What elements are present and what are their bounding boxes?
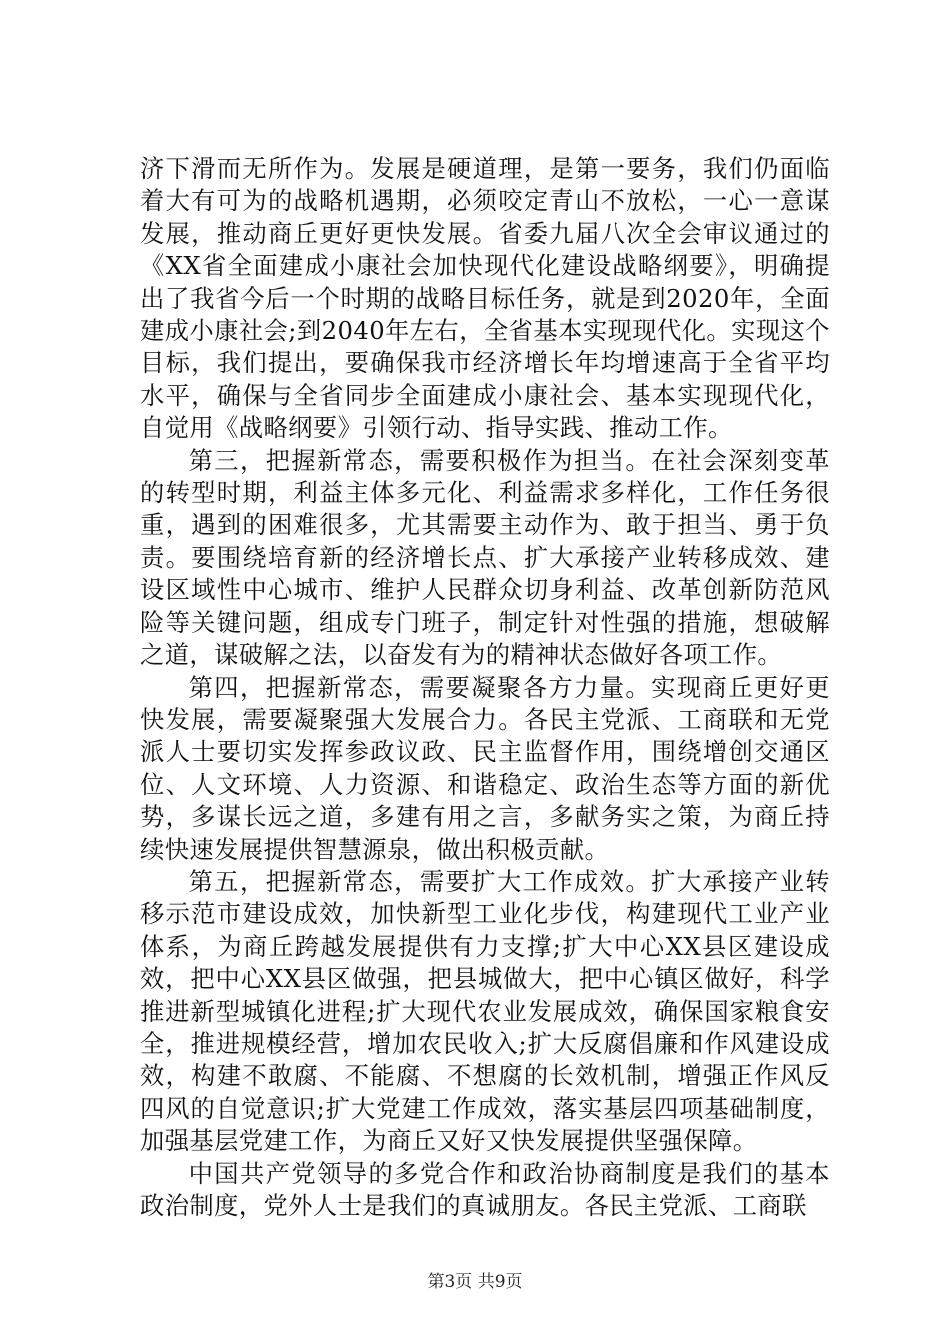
document-body (140, 153, 830, 1222)
paragraph-fifth-point: 第五，把握新常态，需要扩大工作成效。扩大承接产业转移示范市建设成效，加快新型工业化步伐，构建现代工业产业体系，为商丘跨越发展提供有力支撑;扩大中心XX县区建设成效，把中心XX县区做强，把县城做大，把中心镇区做好，科学推进新型城镇化进程;扩大现代农业发展成效，确保国家粮食安全，推进规模经营，增加农民收入;扩大反腐倡廉和作风建设成效，构建不敢腐、不能腐、不想腐的长效机制，增强正作风反四风的自觉意识;扩大党建工作成效，落实基层四项基础制度，加强基层党建工作，为商丘又好又快发展提供坚强保障。 (140, 866, 830, 1156)
paragraph-continued: 济下滑而无所作为。发展是硬道理，是第一要务，我们仍面临着大有可为的战略机遇期，必须咬定青山不放松，一心一意谋发展，推动商丘更好更快发展。省委九届八次全会审议通过的《XX省全面建成小康社会加快现代化建设战略纲要》，明确提出了我省今后一个时期的战略目标任务，就是到2020年，全面建成小康社会;到2040年左右，全省基本实现现代化。实现这个目标，我们提出，要确保我市经济增长年均增速高于全省平均水平，确保与全省同步全面建成小康社会、基本实现现代化，自觉用《战略纲要》引领行动、指导实践、推动工作。 (140, 154, 830, 443)
paragraph-third-point: 第三，把握新常态，需要积极作为担当。在社会深刻变革的转型时期，利益主体多元化、利益需求多样化，工作任务很重，遇到的困难很多，尤其需要主动作为、敢于担当、勇于负责。要围绕培育新的经济增长点、扩大承接产业转移成效、建设区域性中心城市、维护人民群众切身利益、改革创新防范风险等关键问题，组成专门班子，制定针对性强的措施，想破解之道，谋破解之法，以奋发有为的精神状态做好各项工作。 (140, 445, 830, 670)
paragraph-closing: 中国共产党领导的多党合作和政治协商制度是我们的基本政治制度，党外人士是我们的真诚朋友。各民主党派、工商联 (140, 1158, 830, 1220)
paragraph-fourth-point: 第四，把握新常态，需要凝聚各方力量。实现商丘更好更快发展，需要凝聚强大发展合力。各民主党派、工商联和无党派人士要切实发挥参政议政、民主监督作用，围绕增创交通区位、人文环境、人力资源、和谐稳定、政治生态等方面的新优势，多谋长远之道，多建有用之言，多献务实之策，为商丘持续快速发展提供智慧源泉，做出积极贡献。 (140, 672, 830, 864)
page-number-footer: 第3页 共9页 (427, 1272, 523, 1292)
